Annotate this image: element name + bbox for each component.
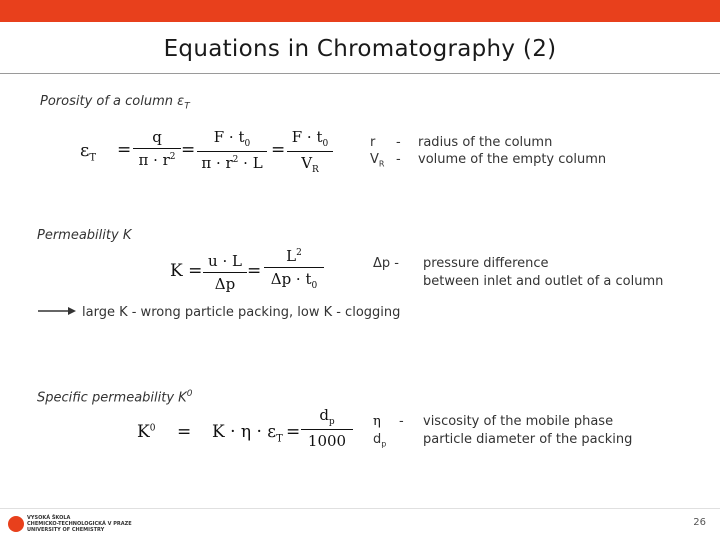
permeability-frac1 <box>203 252 247 293</box>
permeability-frac2 <box>264 247 324 291</box>
permeability-frac2-den: $\Delta p \cdot t_0$ <box>270 270 318 291</box>
permeability-frac2-num: $L^2$ <box>286 247 302 265</box>
porosity-frac1-num: q <box>152 128 162 146</box>
porosity-lhs-sub: T <box>89 152 96 164</box>
porosity-frac3 <box>287 128 333 175</box>
specific-lhs: $K^0$ <box>137 422 156 442</box>
porosity-def-r: r - radius of the column <box>370 135 553 150</box>
porosity-frac2-den: $\pi \cdot r^2 \cdot L$ <box>201 154 263 172</box>
specific-def-eta: η - viscosity of the mobile phase <box>373 414 614 429</box>
porosity-frac2 <box>197 128 267 172</box>
university-logo-text: VYSOKÁ ŠKOLA CHEMICKO-TECHNOLOGICKÁ V PRAZE UNIVERSITY OF CHEMISTRY <box>27 515 132 533</box>
porosity-frac1 <box>133 128 181 169</box>
page-title: Equations in Chromatography (2) <box>163 36 557 62</box>
porosity-lhs <box>80 140 96 164</box>
permeability-frac1-num: u · L <box>208 252 242 270</box>
porosity-frac3-num: $F \cdot t_0$ <box>291 128 329 149</box>
porosity-frac2-num: $F \cdot t_0$ <box>213 128 251 149</box>
permeability-def: Δp - pressure difference <box>373 256 549 271</box>
porosity-heading <box>40 94 190 112</box>
specific-frac <box>301 406 353 450</box>
specific-def-dp: $d_p$ particle diameter of the packing <box>373 432 633 449</box>
porosity-frac1-den: $\pi \cdot r^2$ <box>138 151 176 169</box>
permeability-note: large K - wrong particle packing, low K - clogging <box>82 305 401 320</box>
permeability-eq: = <box>247 261 262 281</box>
specific-frac-num: $d_p$ <box>319 406 335 427</box>
footer-divider <box>0 508 720 509</box>
porosity-lhs-symbol: ε <box>80 140 90 161</box>
permeability-frac1-den: Δp <box>214 275 236 293</box>
title-divider <box>0 73 720 74</box>
permeability-heading: Permeability K <box>37 228 132 243</box>
arrow-right-icon <box>38 305 76 317</box>
specific-frac-den: 1000 <box>307 432 347 450</box>
permeability-lhs: K = <box>170 261 203 281</box>
porosity-def-vr: $V_R$ - volume of the empty column <box>370 152 607 169</box>
specific-eq1: = <box>177 422 192 442</box>
porosity-heading-text: Porosity of a column ε <box>40 94 185 109</box>
university-logo-icon <box>8 516 24 532</box>
specific-heading: Specific permeability $K^0$ <box>37 389 193 406</box>
porosity-eq2: = <box>181 140 196 160</box>
page-number: 26 <box>693 517 706 528</box>
specific-eq2: = <box>286 422 301 442</box>
porosity-frac3-den: $V_R$ <box>301 154 319 175</box>
specific-mid: $K \cdot \eta \cdot \varepsilon_T$ <box>212 422 283 445</box>
porosity-heading-sub: T <box>184 101 190 112</box>
top-accent-bar <box>0 0 720 22</box>
porosity-eq1: = <box>117 140 132 160</box>
porosity-eq3: = <box>271 140 286 160</box>
permeability-def-cont: between inlet and outlet of a column <box>423 274 664 289</box>
